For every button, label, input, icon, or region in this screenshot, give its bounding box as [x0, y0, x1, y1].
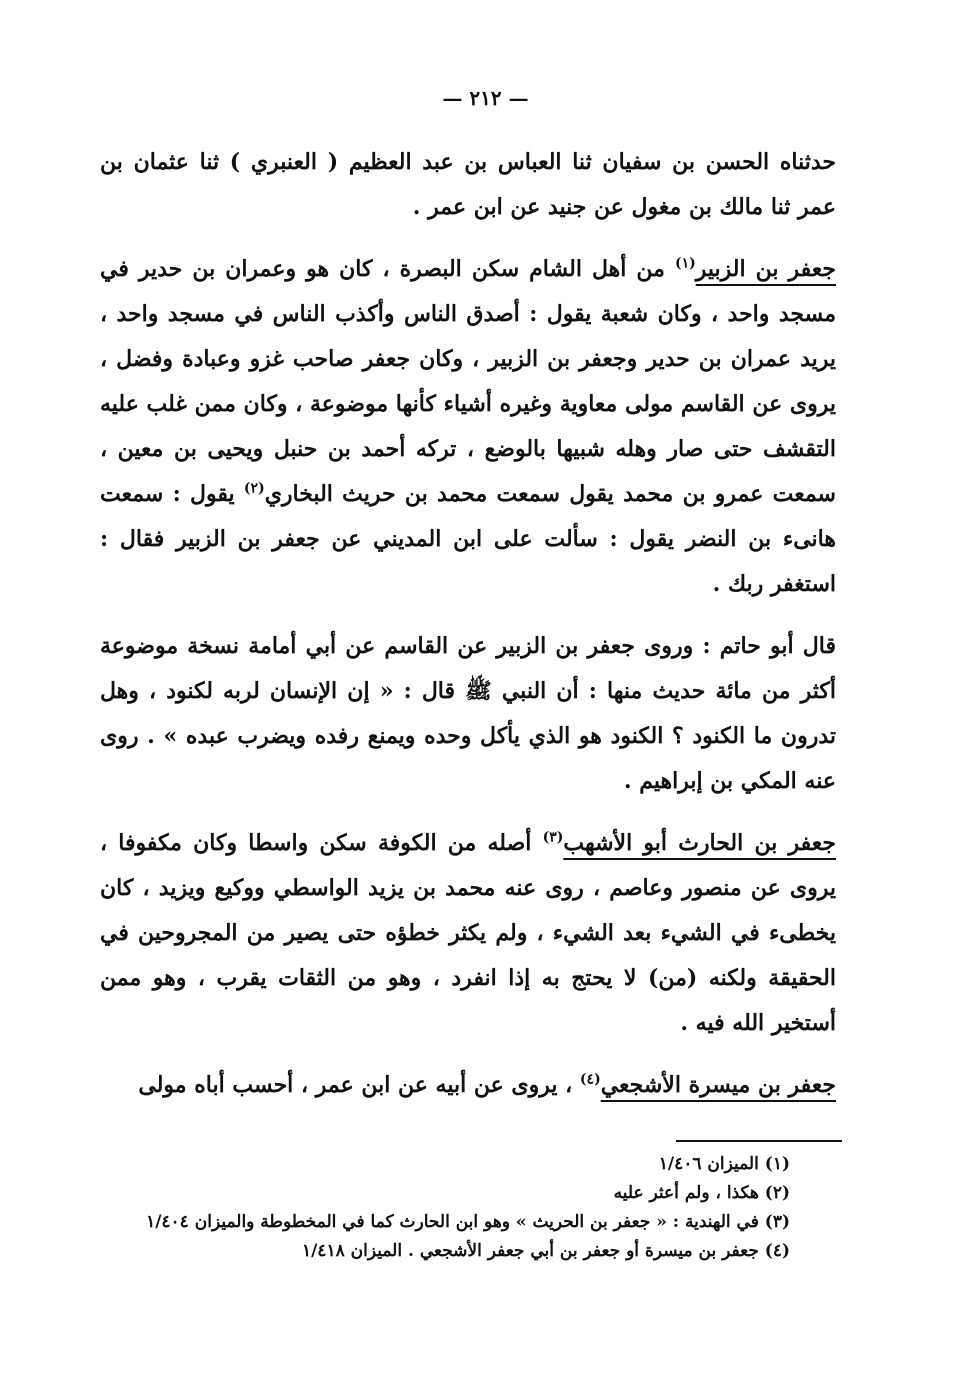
footnote-ref: (١)	[674, 255, 696, 272]
footnote-ref: (٢)	[243, 480, 265, 497]
entry-heading: جعفر بن الزبير	[695, 256, 836, 282]
footnote-ref: (٣)	[542, 829, 564, 846]
page-number: — ٢١٢ —	[442, 86, 529, 110]
paragraph-abu-hatim	[100, 624, 836, 804]
paragraph-text: من أهل الشام سكن البصرة ، كان هو وعمران بن حدير في مسجد واحد ، وكان شعبة يقول : أصدق الناس وأكذب الناس في مسجد واحد ، يريد عمران بن حدير وجعفر بن الزبير ، وكان جعفر صاحب غزو وعبادة وفضل ، يروى عن القاسم مولى معاوية وغيره أشياء كأنها موضوعة ، وكان ممن غلب عليه التقشف حتى صار وهله شبيها بالوضع ، تركه أحمد بن حنبل ويحيى بن معين ، سمعت عمرو بن محمد يقول سمعت محمد بن حريث البخاري	[100, 256, 836, 507]
paragraph-isnad	[100, 140, 836, 230]
entry-heading: جعفر بن ميسرة الأشجعي	[600, 1072, 836, 1098]
footnotes	[146, 1150, 790, 1266]
body-text	[100, 140, 836, 1108]
footnote: (٤) جعفر بن ميسرة أو جعفر بن أبي جعفر الأشجعي . الميزان ١/٤١٨	[301, 1241, 790, 1261]
entry-jafar-ibn-al-zubayr	[100, 247, 836, 607]
footnote-divider	[676, 1140, 842, 1142]
footnote: (١) الميزان ١/٤٠٦	[658, 1154, 790, 1174]
footnote-ref: (٤)	[579, 1071, 601, 1088]
footnote: (٢) هكذا ، ولم أعثر عليه	[613, 1183, 790, 1203]
paragraph-text: ، يروى عن أبيه عن ابن عمر ، أحسب أباه مولى	[138, 1072, 580, 1098]
footnote: (٣) في الهندية : « جعفر بن الحريث » وهو ابن الحارث كما في المخطوطة والميزان ١/٤٠٤	[146, 1212, 790, 1232]
paragraph-text: حدثناه الحسن بن سفيان ثنا العباس بن عبد العظيم ( العنبري ) ثنا عثمان بن عمر ثنا مالك بن مغول عن جنيد عن ابن عمر .	[100, 149, 836, 220]
entry-jafar-ibn-al-harith	[100, 821, 836, 1046]
paragraph-text: قال أبو حاتم : وروى جعفر بن الزبير عن القاسم عن أبي أمامة نسخة موضوعة أكثر من مائة حديث منها : أن النبي ﷺ قال : « إن الإنسان لربه لكنود ، وهل تدرون ما الكنود ؟ الكنود هو الذي يأكل وحده ويمنع رفده ويضرب عبده » . روى عنه المكي بن إبراهيم .	[100, 633, 836, 794]
entry-jafar-ibn-maysara	[100, 1063, 836, 1108]
paragraph-text: أصله من الكوفة سكن واسطا وكان مكفوفا ، يروى عن منصور وعاصم ، روى عنه محمد بن يزيد الواسطي ووكيع ويزيد ، كان يخطىء في الشيء بعد الشيء ، ولم يكثر خطؤه حتى يصير من المجروحين في الحقيقة ولكنه (من) لا يحتج به إذا انفرد ، وهو من الثقات يقرب ، وهو ممن أستخير الله فيه .	[100, 830, 836, 1036]
entry-heading: جعفر بن الحارث أبو الأشهب	[563, 830, 836, 856]
paragraph-text: يقول : سمعت هانىء بن النضر يقول : سألت على ابن المديني عن جعفر بن الزبير فقال : استغفر ربك .	[100, 481, 836, 597]
